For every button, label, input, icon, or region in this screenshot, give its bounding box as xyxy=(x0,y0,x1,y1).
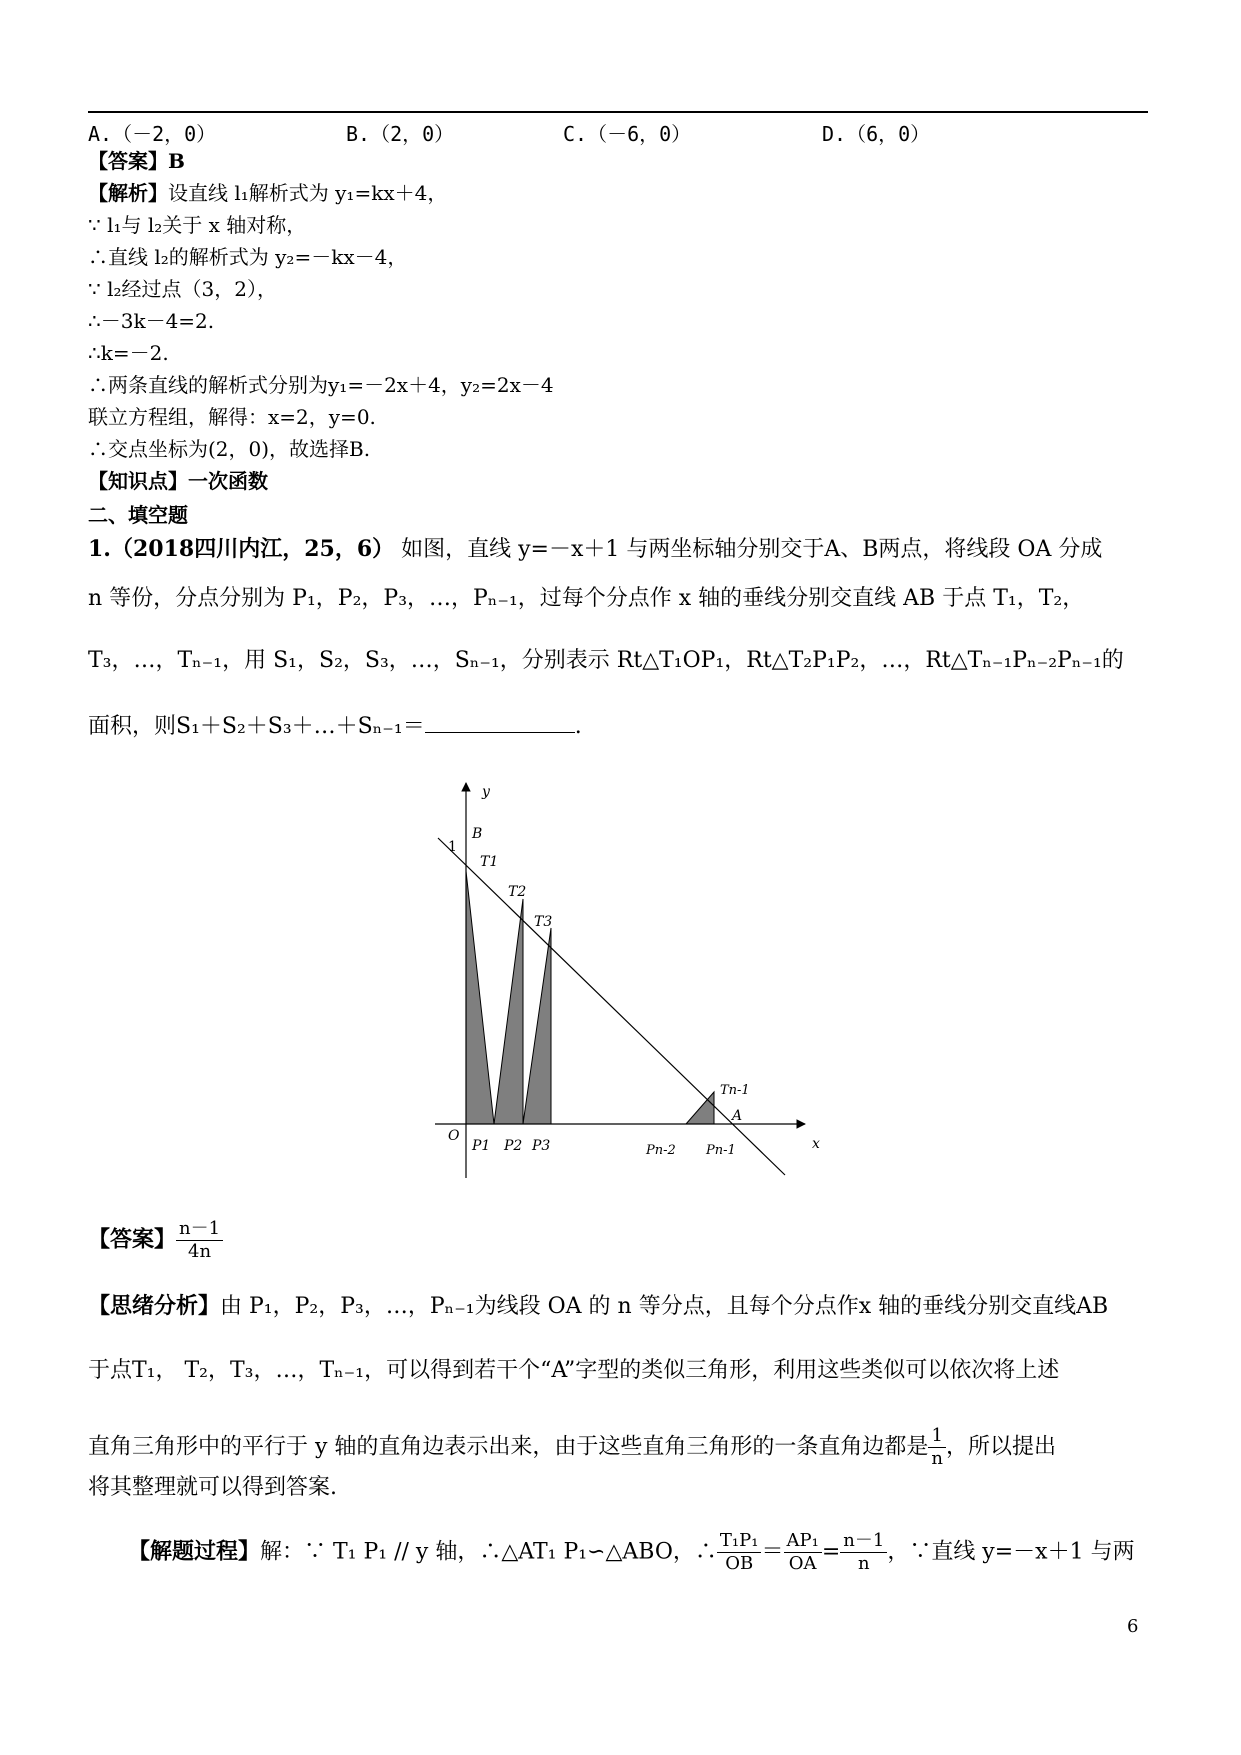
q2-idea-text-1: 由 P₁，P₂，P₃，…，Pₙ₋₁为线段 OA 的 n 等分点，且每个分点作x 轴的垂线分别交直线AB xyxy=(220,1294,1109,1319)
analysis-text: 设直线 l₁解析式为 y₁=kx＋4， xyxy=(168,181,448,205)
q2-process-f1-num: T₁P₁ xyxy=(717,1530,762,1553)
triangle-s3 xyxy=(523,928,551,1124)
q2-process-text-b: ，∵直线 y=－x＋1 与两 xyxy=(887,1539,1135,1565)
q2-idea-line-2: 于点T₁， T₂，T₃，…，Tₙ₋₁，可以得到若干个“A”字型的类似三角形，利用这些类似可以依次将上述 xyxy=(88,1358,1060,1383)
q1-analysis-line-6: ∴两条直线的解析式分别为y₁=－2x＋4，y₂=2x－4 xyxy=(88,373,554,397)
q2-line-4-text: 面积，则S₁＋S₂＋S₃＋…＋Sₙ₋₁＝ xyxy=(88,714,425,739)
q2-process-f1-den: OB xyxy=(725,1553,754,1574)
one-label: 1 xyxy=(448,839,457,855)
q2-idea-tag: 【思绪分析】 xyxy=(88,1293,221,1319)
q2-idea-fraction-den: n xyxy=(931,1448,944,1469)
q2-idea-text-3b: ，所以提出 xyxy=(946,1434,1057,1460)
q2-process-line xyxy=(128,1530,1135,1575)
q2-process-tag: 【解题过程】 xyxy=(128,1538,261,1565)
q2-process-f3-den: n xyxy=(857,1553,870,1574)
q2-process-mid: = xyxy=(821,1539,841,1565)
q2-answer-numerator: n－1 xyxy=(176,1218,223,1241)
pn2-label: Pn-2 xyxy=(646,1143,676,1158)
answer-blank xyxy=(425,712,575,733)
page-number: 6 xyxy=(1127,1616,1139,1637)
triangle-sn1 xyxy=(686,1092,714,1124)
q2-idea-line-4: 将其整理就可以得到答案. xyxy=(88,1475,337,1500)
point-a-label: A xyxy=(732,1108,743,1124)
p3-label: P3 xyxy=(532,1138,551,1154)
t2-label: T2 xyxy=(508,884,527,900)
q2-line-4 xyxy=(88,712,582,740)
q1-knowledge: 【知识点】一次函数 xyxy=(88,469,268,493)
q2-process-fraction-3 xyxy=(840,1530,887,1575)
q2-answer-denominator: 4n xyxy=(188,1241,212,1262)
q2-process-fraction-1 xyxy=(717,1530,762,1575)
point-b-label: B xyxy=(472,826,483,842)
q1-analysis-line-4: ∴－3k－4=2. xyxy=(88,309,215,333)
origin-label: O xyxy=(448,1128,460,1144)
q1-analysis-line-0 xyxy=(88,180,447,206)
q1-analysis-line-2: ∴直线 l₂的解析式为 y₂=－kx－4， xyxy=(88,245,408,269)
q1-analysis-line-1: ∵ l₁与 l₂关于 x 轴对称， xyxy=(88,213,307,237)
q2-idea-fraction-num: 1 xyxy=(928,1425,945,1448)
triangle-s1 xyxy=(466,871,494,1124)
t3-label: T3 xyxy=(534,914,553,930)
q2-process-f2-num: AP₁ xyxy=(784,1530,822,1553)
p1-label: P1 xyxy=(472,1138,491,1154)
q2-process-fraction-2 xyxy=(784,1530,822,1575)
q1-analysis-line-3: ∵ l₂经过点（3，2）， xyxy=(88,277,277,301)
q1-analysis-line-8: ∴交点坐标为(2，0)，故选择B. xyxy=(88,437,371,461)
q2-idea-text-3a: 直角三角形中的平行于 y 轴的直角边表示出来，由于这些直角三角形的一条直角边都是 xyxy=(88,1434,929,1460)
option-c: C.（－6，0） xyxy=(563,122,692,146)
q2-idea-line-1 xyxy=(88,1293,1108,1320)
option-b: B.（2，0） xyxy=(346,122,455,146)
analysis-tag: 【解析】 xyxy=(88,181,168,205)
x-axis-label: x xyxy=(812,1136,820,1152)
q2-idea-line-3 xyxy=(88,1425,1056,1470)
q2-line-4-end: . xyxy=(574,714,582,739)
q1-analysis-line-5: ∴k=－2. xyxy=(88,341,169,365)
q2-idea-fraction xyxy=(928,1425,946,1470)
q1-answer: 【答案】B xyxy=(88,149,185,173)
q2-line-1 xyxy=(88,536,1102,563)
header-rule xyxy=(88,111,1148,113)
triangle-s2 xyxy=(494,899,523,1124)
q2-line-1-text: 如图，直线 y=－x＋1 与两坐标轴分别交于A、B两点，将线段 OA 分成 xyxy=(394,537,1103,562)
t1-label: T1 xyxy=(480,854,499,870)
q2-process-f3-num: n－1 xyxy=(840,1530,887,1553)
p2-label: P2 xyxy=(504,1138,523,1154)
q2-answer-tag: 【答案】 xyxy=(88,1226,177,1253)
q2-answer-fraction xyxy=(176,1218,223,1263)
q2-line-3: T₃，…，Tₙ₋₁，用 S₁，S₂，S₃，…，Sₙ₋₁，分别表示 Rt△T₁OP₁，Rt△T₂P₁P₂，…，Rt△Tₙ₋₁Pₙ₋₂Pₙ₋₁的 xyxy=(88,648,1124,673)
q2-process-f2-den: OA xyxy=(788,1553,817,1574)
q1-analysis-line-7: 联立方程组，解得：x=2，y=0. xyxy=(88,405,376,429)
section-title: 二、填空题 xyxy=(88,503,188,527)
q2-number-source: 1.（2018四川内江，25，6） xyxy=(88,536,395,562)
pn1-label: Pn-1 xyxy=(706,1143,736,1158)
y-axis-label: y xyxy=(482,784,490,800)
q2-process-eq: ＝ xyxy=(761,1539,784,1565)
q2-answer xyxy=(88,1218,223,1263)
tn1-label: Tn-1 xyxy=(720,1083,750,1098)
q2-process-text-a: 解：∵ T₁ P₁ // y 轴，∴△AT₁ P₁∽△ABO，∴ xyxy=(260,1539,717,1565)
coordinate-figure xyxy=(400,778,840,1198)
option-a: A.（－2，0） xyxy=(88,122,217,146)
option-d: D.（6，0） xyxy=(822,122,931,146)
q2-line-2: n 等份，分点分别为 P₁，P₂，P₃，…，Pₙ₋₁，过每个分点作 x 轴的垂线分别交直线 AB 于点 T₁，T₂， xyxy=(88,586,1085,611)
